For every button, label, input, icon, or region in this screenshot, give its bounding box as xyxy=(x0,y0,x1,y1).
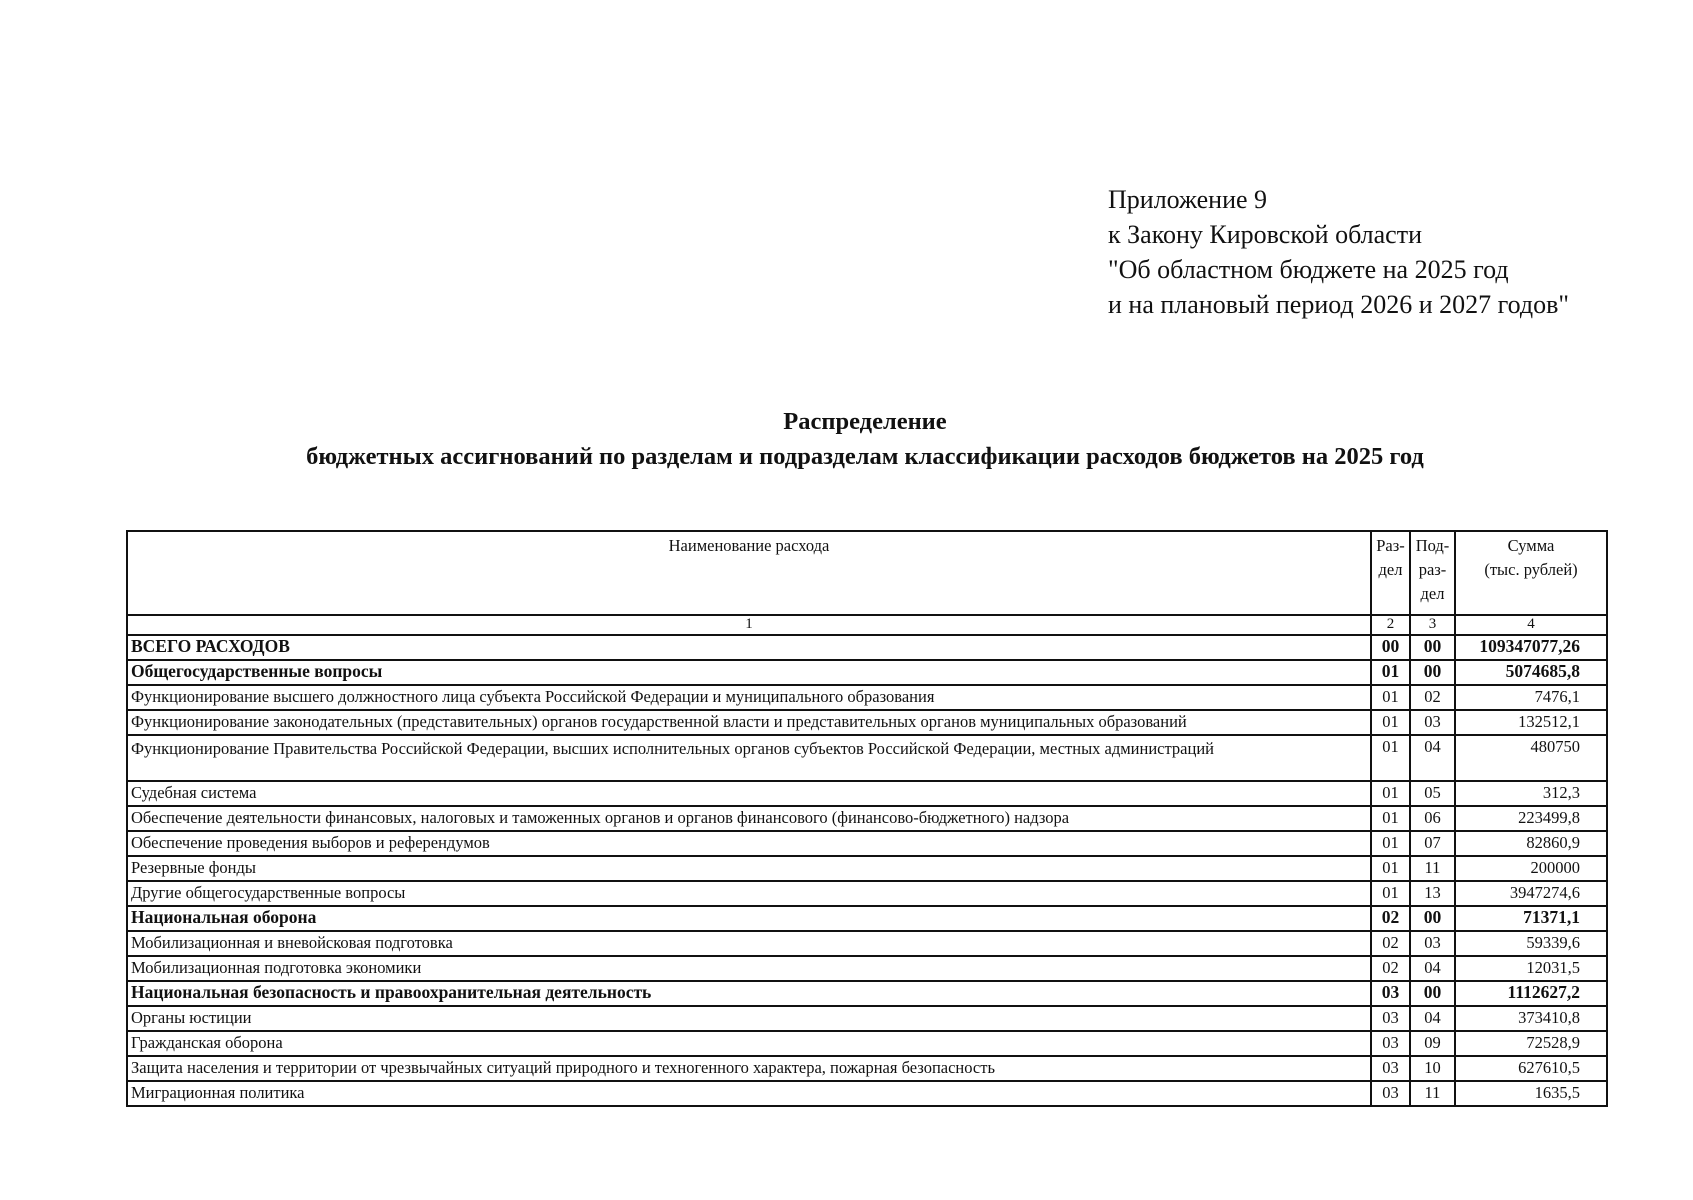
row-sum: 373410,8 xyxy=(1455,1006,1607,1031)
row-sum: 627610,5 xyxy=(1455,1056,1607,1081)
row-subsection: 04 xyxy=(1410,956,1455,981)
row-name: Национальная оборона xyxy=(127,906,1371,931)
row-section: 03 xyxy=(1371,1031,1410,1056)
row-section: 01 xyxy=(1371,831,1410,856)
table-row xyxy=(127,931,1607,956)
row-section: 01 xyxy=(1371,781,1410,806)
row-name: Органы юстиции xyxy=(127,1006,1371,1031)
row-subsection: 03 xyxy=(1410,710,1455,735)
title-line-2: бюджетных ассигнований по разделам и подразделам классификации расходов бюджетов на 2025 год xyxy=(306,443,1424,470)
row-name: Судебная система xyxy=(127,781,1371,806)
row-subsection: 03 xyxy=(1410,931,1455,956)
row-section: 01 xyxy=(1371,660,1410,685)
row-section: 02 xyxy=(1371,906,1410,931)
row-subsection: 05 xyxy=(1410,781,1455,806)
row-subsection: 00 xyxy=(1410,906,1455,931)
table-row xyxy=(127,1056,1607,1081)
row-name: Резервные фонды xyxy=(127,856,1371,881)
row-subsection: 13 xyxy=(1410,881,1455,906)
row-name: Гражданская оборона xyxy=(127,1031,1371,1056)
row-subsection: 11 xyxy=(1410,856,1455,881)
row-name: Другие общегосударственные вопросы xyxy=(127,881,1371,906)
title-line-1: Распределение xyxy=(783,408,947,435)
row-section: 01 xyxy=(1371,856,1410,881)
row-name: Защита населения и территории от чрезвычайных ситуаций природного и техногенного характера, пожарная безопасность xyxy=(127,1056,1371,1081)
row-section: 02 xyxy=(1371,956,1410,981)
row-sum: 109347077,26 xyxy=(1455,635,1607,660)
row-section: 01 xyxy=(1371,881,1410,906)
table-row xyxy=(127,735,1607,781)
column-number: 2 xyxy=(1371,615,1410,635)
header-section: Раз- дел xyxy=(1371,531,1410,615)
row-sum: 200000 xyxy=(1455,856,1607,881)
table-row xyxy=(127,710,1607,735)
row-section: 03 xyxy=(1371,981,1410,1006)
column-number-row xyxy=(127,615,1607,635)
row-subsection: 07 xyxy=(1410,831,1455,856)
column-number: 1 xyxy=(127,615,1371,635)
appendix-line-3: "Об областном бюджете на 2025 год xyxy=(1108,255,1509,284)
table-row xyxy=(127,635,1607,660)
row-sum: 223499,8 xyxy=(1455,806,1607,831)
row-name: Мобилизационная подготовка экономики xyxy=(127,956,1371,981)
row-subsection: 06 xyxy=(1410,806,1455,831)
row-name: Функционирование Правительства Российской Федерации, высших исполнительных органов субъектов Российской Федерации, местных администраций xyxy=(127,735,1371,781)
table-row xyxy=(127,906,1607,931)
row-subsection: 02 xyxy=(1410,685,1455,710)
row-name: Функционирование высшего должностного лица субъекта Российской Федерации и муниципального образования xyxy=(127,685,1371,710)
table-row xyxy=(127,1031,1607,1056)
table-row xyxy=(127,806,1607,831)
row-name: Национальная безопасность и правоохранительная деятельность xyxy=(127,981,1371,1006)
table-row xyxy=(127,660,1607,685)
row-name: Мобилизационная и вневойсковая подготовка xyxy=(127,931,1371,956)
row-section: 01 xyxy=(1371,806,1410,831)
table-row xyxy=(127,685,1607,710)
appendix-note xyxy=(1108,182,1569,322)
row-subsection: 10 xyxy=(1410,1056,1455,1081)
table-row xyxy=(127,956,1607,981)
row-section: 00 xyxy=(1371,635,1410,660)
row-sum: 7476,1 xyxy=(1455,685,1607,710)
row-sum: 5074685,8 xyxy=(1455,660,1607,685)
row-section: 01 xyxy=(1371,735,1410,781)
row-subsection: 11 xyxy=(1410,1081,1455,1106)
table-row xyxy=(127,831,1607,856)
row-subsection: 00 xyxy=(1410,660,1455,685)
appendix-line-2: к Закону Кировской области xyxy=(1108,220,1422,249)
column-number: 3 xyxy=(1410,615,1455,635)
row-section: 01 xyxy=(1371,685,1410,710)
row-sum: 1635,5 xyxy=(1455,1081,1607,1106)
row-name: Функционирование законодательных (представительных) органов государственной власти и представительных органов муниципальных образований xyxy=(127,710,1371,735)
row-sum: 312,3 xyxy=(1455,781,1607,806)
row-section: 03 xyxy=(1371,1006,1410,1031)
row-section: 03 xyxy=(1371,1081,1410,1106)
table-row xyxy=(127,1081,1607,1106)
row-sum: 1112627,2 xyxy=(1455,981,1607,1006)
row-subsection: 00 xyxy=(1410,981,1455,1006)
row-section: 02 xyxy=(1371,931,1410,956)
row-subsection: 04 xyxy=(1410,1006,1455,1031)
row-name: Обеспечение деятельности финансовых, налоговых и таможенных органов и органов финансового (финансово-бюджетного) надзора xyxy=(127,806,1371,831)
row-sum: 82860,9 xyxy=(1455,831,1607,856)
row-sum: 132512,1 xyxy=(1455,710,1607,735)
row-sum: 12031,5 xyxy=(1455,956,1607,981)
row-sum: 71371,1 xyxy=(1455,906,1607,931)
row-subsection: 09 xyxy=(1410,1031,1455,1056)
document-title xyxy=(0,404,1693,474)
row-section: 01 xyxy=(1371,710,1410,735)
appendix-line-1: Приложение 9 xyxy=(1108,185,1268,214)
row-name: ВСЕГО РАСХОДОВ xyxy=(127,635,1371,660)
table-row xyxy=(127,981,1607,1006)
row-name: Миграционная политика xyxy=(127,1081,1371,1106)
row-section: 03 xyxy=(1371,1056,1410,1081)
row-sum: 72528,9 xyxy=(1455,1031,1607,1056)
header-sum: Сумма (тыс. рублей) xyxy=(1455,531,1607,615)
row-sum: 59339,6 xyxy=(1455,931,1607,956)
table-row xyxy=(127,856,1607,881)
budget-table xyxy=(126,530,1608,1107)
table-row xyxy=(127,1006,1607,1031)
row-subsection: 04 xyxy=(1410,735,1455,781)
row-subsection: 00 xyxy=(1410,635,1455,660)
row-sum: 3947274,6 xyxy=(1455,881,1607,906)
column-number: 4 xyxy=(1455,615,1607,635)
table-row xyxy=(127,781,1607,806)
row-name: Общегосударственные вопросы xyxy=(127,660,1371,685)
header-row xyxy=(127,531,1607,615)
table-row xyxy=(127,881,1607,906)
header-name: Наименование расхода xyxy=(127,531,1371,615)
row-sum: 480750 xyxy=(1455,735,1607,781)
appendix-line-4: и на плановый период 2026 и 2027 годов" xyxy=(1108,290,1570,319)
row-name: Обеспечение проведения выборов и референдумов xyxy=(127,831,1371,856)
header-subsection: Под- раз- дел xyxy=(1410,531,1455,615)
